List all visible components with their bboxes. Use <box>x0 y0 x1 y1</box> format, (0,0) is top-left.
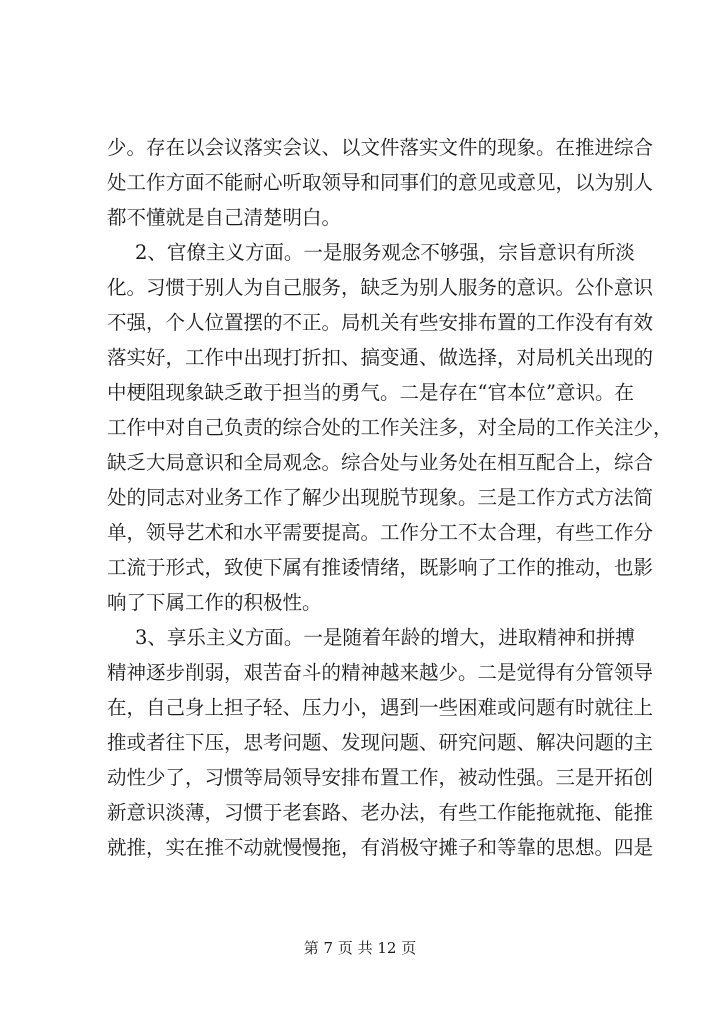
paragraph-start-line: 2、官僚主义方面。一是服务观念不够强，宗旨意识有所淡 <box>135 241 635 264</box>
text-line: 响了下属工作的积极性。 <box>107 591 322 614</box>
text-line: 工流于形式，致使下属有推诿情绪，既影响了工作的推动，也影 <box>107 556 654 579</box>
text-line: 在，自己身上担子轻、压力小，遇到一些困难或问题有时就往上 <box>107 696 654 719</box>
text-line: 推或者往下压，思考问题、发现问题、研究问题、解决问题的主 <box>107 731 654 754</box>
text-line: 处工作方面不能耐心听取领导和同事们的意见或意见，以为别人 <box>107 171 654 194</box>
text-line: 动性少了，习惯等局领导安排布置工作，被动性强。三是开拓创 <box>107 766 654 789</box>
text-line: 都不懂就是自己清楚明白。 <box>107 206 342 229</box>
text-line: 不强，个人位置摆的不正。局机关有些安排布置的工作没有有效 <box>107 311 654 334</box>
text-line: 新意识淡薄，习惯于老套路、老办法，有些工作能拖就拖、能推 <box>107 801 654 824</box>
text-line: 缺乏大局意识和全局观念。综合处与业务处在相互配合上，综合 <box>107 451 654 474</box>
text-line: 单，领导艺术和水平需要提高。工作分工不太合理，有些工作分 <box>107 521 654 544</box>
text-line: 落实好，工作中出现打折扣、搞变通、做选择，对局机关出现的 <box>107 346 654 369</box>
text-line: 精神逐步削弱，艰苦奋斗的精神越来越少。二是觉得有分管领导 <box>107 661 654 684</box>
text-line: 就推，实在推不动就慢慢拖，有消极守摊子和等靠的思想。四是 <box>107 836 654 859</box>
text-line: 工作中对自己负责的综合处的工作关注多，对全局的工作关注少， <box>107 416 673 439</box>
text-line: 少。存在以会议落实会议、以文件落实文件的现象。在推进综合 <box>107 136 654 159</box>
text-line: 中梗阻现象缺乏敢于担当的勇气。二是存在“官本位”意识。在 <box>107 381 634 404</box>
paragraph-start-line: 3、享乐主义方面。一是随着年龄的增大，进取精神和拼搏 <box>135 626 635 649</box>
text-line: 处的同志对业务工作了解少出现脱节现象。三是工作方式方法简 <box>107 486 654 509</box>
page-footer: 第 7 页 共 12 页 <box>303 939 417 957</box>
text-line: 化。习惯于别人为自己服务，缺乏为别人服务的意识。公仆意识 <box>107 276 654 299</box>
